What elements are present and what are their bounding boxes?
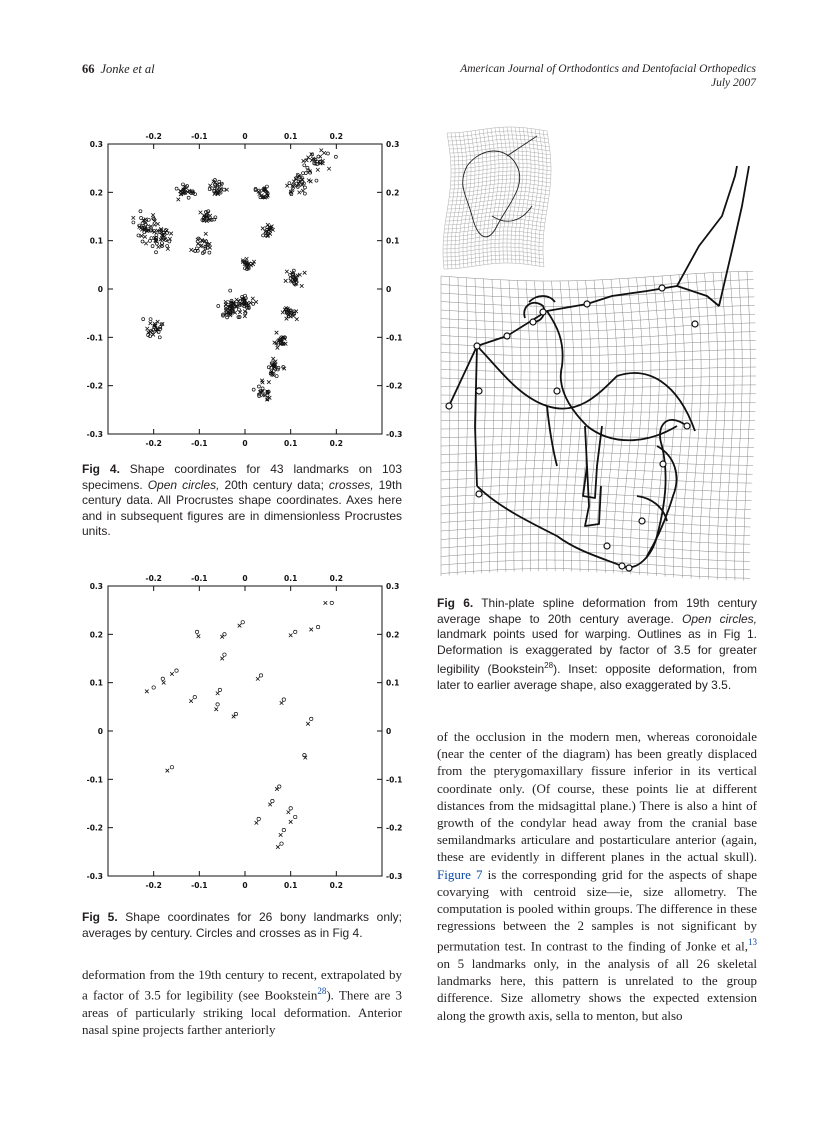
fig4-y-tick-label-left: 0.3 — [89, 140, 103, 149]
fig6-thin-plate-spline-figure — [437, 126, 757, 582]
fig5-caption-text: Shape coordinates for 26 bony landmarks only; averages by century. Circles and crosses as in Fig 4. — [82, 910, 402, 940]
fig5-point-circle — [170, 766, 173, 769]
fig6-label: Fig 6. — [437, 596, 474, 610]
fig4-point-circle — [132, 221, 135, 224]
fig4-y-tick-label-left: 0.1 — [89, 236, 103, 246]
fig4-point-circle — [252, 388, 255, 391]
fig4-y-tick-label-right: 0.3 — [386, 140, 400, 149]
fig6-landmark-17 — [619, 563, 625, 569]
fig5-point-circle — [161, 677, 164, 680]
fig4-point-circle — [289, 273, 292, 276]
fig4-point-cross — [149, 321, 153, 325]
fig4-point-circle — [303, 192, 306, 195]
fig5-point-circle — [216, 703, 219, 706]
body-right-text-3: on 5 landmarks only, in the analysis of all 26 skeletal landmarks here, this pattern is unrelated to the group difference. Size allometry shows the expected extension along the growth axis, sella to menton, but also — [437, 955, 757, 1023]
fig4-point-cross — [140, 234, 144, 238]
fig4-x-tick-label-top: 0.1 — [284, 132, 298, 141]
fig4-point-cross — [281, 311, 285, 315]
fig4-point-cross — [151, 213, 155, 217]
fig4-point-cross — [276, 346, 280, 350]
fig4-y-tick-label-right: -0.1 — [386, 333, 403, 343]
fig4-point-cross — [243, 314, 247, 318]
fig4-point-circle — [151, 245, 154, 248]
fig5-point-circle — [271, 799, 274, 802]
fig5-point-circle — [316, 625, 319, 628]
fig4-point-circle — [334, 155, 337, 158]
fig6-landmark-9 — [692, 321, 698, 327]
fig4-point-circle — [149, 318, 152, 321]
fig6-landmark-8 — [659, 285, 665, 291]
running-header-left — [82, 62, 155, 77]
fig4-x-tick-label-top: 0 — [242, 132, 248, 141]
fig5-label: Fig 5. — [82, 910, 118, 924]
fig4-x-tick-label-bottom: -0.2 — [145, 439, 162, 448]
fig4-point-cross — [275, 331, 279, 335]
fig5-x-tick-label-bottom: 0 — [242, 881, 248, 890]
fig4-point-cross — [301, 189, 305, 193]
body-right-text-2: is the corresponding grid for the aspects of shape covarying with centroid size—ie, size allometry. The computation is pooled within groups. The difference in these regressions between the 2 samples is not significant by permutation test. In contrast to the finding of Jonke et al, — [437, 866, 757, 954]
fig6-landmark-15 — [660, 461, 666, 467]
fig5-point-circle — [175, 669, 178, 672]
fig5-point-cross — [220, 635, 224, 639]
fig5-point-cross — [214, 707, 218, 711]
fig4-point-cross — [294, 310, 298, 314]
issue-date: July 2007 — [710, 77, 756, 89]
fig6-caption — [437, 596, 757, 694]
fig4-point-circle — [292, 269, 295, 272]
fig6-landmark-2 — [474, 343, 480, 349]
fig5-point-circle — [193, 695, 196, 698]
fig4-point-cross — [199, 211, 203, 215]
fig4-y-tick-label-left: -0.3 — [86, 430, 103, 439]
fig5-point-circle — [294, 630, 297, 633]
fig5-point-cross — [145, 690, 149, 694]
fig4-point-circle — [150, 237, 153, 240]
fig5-point-circle — [195, 630, 198, 633]
fig4-point-cross — [295, 317, 299, 321]
fig4-point-cross — [153, 223, 157, 227]
fig5-scatter-plot — [82, 566, 412, 894]
page-number: 66 — [82, 62, 95, 76]
fig4-caption-text-1: Shape coordinates for 43 landmarks on 103 specimens. — [82, 462, 402, 492]
fig4-caption-text-3: 19th century data. All Procrustes shape coordinates. Axes here and in subsequent figures are in dimensionless Procrustes units. — [82, 477, 402, 539]
fig5-y-tick-label-right: 0.3 — [386, 582, 400, 591]
fig5-y-tick-label-left: -0.3 — [86, 872, 103, 881]
fig6-landmark-6 — [540, 309, 546, 315]
fig5-x-tick-label-top: -0.1 — [191, 574, 208, 583]
fig4-point-circle — [142, 318, 145, 321]
fig5-point-cross — [275, 787, 279, 791]
fig4-point-cross — [316, 168, 320, 172]
fig5-y-tick-label-right: 0.2 — [386, 630, 400, 640]
fig4-caption — [82, 462, 402, 540]
fig4-point-cross — [251, 297, 255, 301]
fig4-point-cross — [303, 271, 307, 275]
fig5-point-circle — [280, 842, 283, 845]
fig4-point-cross — [153, 220, 157, 224]
fig4-point-cross — [196, 242, 200, 246]
fig6-landmark-11 — [476, 491, 482, 497]
fig6-ref-28[interactable]: 28 — [544, 661, 554, 671]
fig5-caption — [82, 910, 402, 941]
fig4-point-cross — [189, 248, 193, 252]
fig4-point-circle — [137, 234, 140, 237]
fig5-point-circle — [289, 807, 292, 810]
fig6-landmark-3 — [476, 388, 482, 394]
fig4-x-tick-label-top: -0.2 — [145, 132, 162, 141]
fig5-plot-frame — [108, 586, 382, 876]
fig6-caption-text-2: landmark points used for warping. Outlines as in Fig 1. Deformation is exaggerated by factor of 3.5 for greater legibility (Bookstein — [437, 627, 757, 677]
body-paragraph-left — [82, 966, 402, 1038]
fig4-point-cross — [245, 257, 249, 261]
fig6-landmark-14 — [639, 518, 645, 524]
fig5-point-circle — [152, 686, 155, 689]
body-right-text-1: of the occlusion in the modern men, whereas coronoidale (near the center of the diagram) has been greatly displaced from the pterygomaxillary fissure inferior in its vertical coordinate only. (Of course, these points lie at different distances from the midsagittal plane.) There is also a hint of growth of the condylar head away from the cranial base semilandmarks articulare and postarticulare anterior (again, these are evidently in different planes in the actual skull). — [437, 729, 757, 865]
fig5-x-tick-label-bottom: -0.2 — [145, 881, 162, 890]
fig4-x-tick-label-bottom: 0.1 — [284, 439, 298, 448]
fig4-point-cross — [254, 300, 258, 304]
fig4-point-circle — [326, 152, 329, 155]
fig6-landmark-7 — [584, 301, 590, 307]
fig4-point-cross — [285, 184, 289, 188]
fig4-x-tick-label-top: 0.2 — [329, 132, 343, 141]
fig5-point-circle — [282, 828, 285, 831]
fig4-point-circle — [147, 218, 150, 221]
fig6-landmark-16 — [684, 423, 690, 429]
fig5-point-circle — [330, 601, 333, 604]
fig4-point-cross — [224, 303, 228, 307]
fig5-point-cross — [220, 657, 224, 661]
fig4-point-circle — [187, 196, 190, 199]
fig4-x-tick-label-bottom: -0.1 — [191, 439, 208, 448]
fig5-point-cross — [189, 699, 193, 703]
fig4-x-tick-label-top: -0.1 — [191, 132, 208, 141]
fig4-point-circle — [139, 210, 142, 213]
body-text-right-column — [437, 728, 757, 1024]
fig4-point-circle — [141, 240, 144, 243]
fig5-y-tick-label-left: -0.2 — [86, 823, 103, 833]
fig5-y-tick-label-right: -0.2 — [386, 823, 403, 833]
fig4-point-cross — [169, 232, 173, 236]
fig5-y-tick-label-right: 0 — [386, 727, 392, 736]
fig5-point-cross — [255, 821, 259, 825]
fig4-point-cross — [131, 216, 135, 220]
fig5-point-circle — [241, 621, 244, 624]
author-running-head: Jonke et al — [100, 62, 155, 76]
body-text-left-column — [82, 966, 402, 1038]
fig4-point-cross — [156, 320, 160, 324]
fig6-caption-text-1: Thin-plate spline deformation from 19th century average shape to 20th century average. — [437, 596, 758, 626]
fig5-point-circle — [282, 698, 285, 701]
fig5-x-tick-label-top: 0 — [242, 574, 248, 583]
fig4-scatter-plot — [82, 124, 412, 452]
fig5-point-cross — [276, 845, 280, 849]
fig4-point-circle — [175, 187, 178, 190]
fig4-point-circle — [140, 216, 143, 219]
fig4-caption-em-1: Open circles, — [147, 477, 220, 492]
fig5-point-cross — [279, 833, 283, 837]
fig4-point-cross — [285, 270, 289, 274]
fig4-point-cross — [327, 167, 331, 171]
fig4-point-cross — [208, 214, 212, 218]
fig4-point-circle — [252, 302, 255, 305]
fig6-caption-text-3: ). Inset: opposite deformation, from later to earlier average shape, also exaggerated by 3.5. — [437, 662, 757, 692]
fig5-point-cross — [170, 672, 174, 676]
body-left-text-a: deformation from the 19th century to recent, extrapolated by a factor of 3.5 for legibility (see Bookstein — [82, 967, 402, 1003]
fig4-point-cross — [300, 284, 304, 288]
fig5-y-tick-label-left: 0.3 — [89, 582, 103, 591]
fig4-x-tick-label-bottom: 0.2 — [329, 439, 343, 448]
body-paragraph-right — [437, 728, 757, 1024]
fig5-point-cross — [309, 628, 313, 632]
fig4-point-circle — [303, 164, 306, 167]
fig4-point-cross — [143, 235, 147, 239]
fig4-y-tick-label-right: 0.2 — [386, 188, 400, 198]
fig4-point-circle — [257, 385, 260, 388]
fig4-point-cross — [208, 246, 212, 250]
fig4-point-cross — [302, 159, 306, 163]
fig4-point-cross — [267, 380, 271, 384]
fig6-landmark-13 — [626, 565, 632, 571]
fig5-x-tick-label-bottom: 0.2 — [329, 881, 343, 890]
body-left-text-b: ). There are 3 areas of particularly striking local deformation. Anterior nasal spine projects farther anteriorly — [82, 987, 402, 1037]
fig5-point-cross — [162, 681, 166, 685]
fig5-x-tick-label-top: 0.1 — [284, 574, 298, 583]
fig4-point-circle — [208, 251, 211, 254]
fig4-point-circle — [222, 188, 225, 191]
fig4-x-tick-label-bottom: 0 — [242, 439, 248, 448]
fig4-y-tick-label-left: 0 — [97, 285, 103, 294]
fig5-y-tick-label-right: 0.1 — [386, 678, 400, 688]
fig6-landmark-5 — [530, 319, 536, 325]
fig4-point-circle — [160, 242, 163, 245]
fig5-y-tick-label-left: 0.1 — [89, 678, 103, 688]
fig5-point-circle — [310, 717, 313, 720]
fig5-point-cross — [289, 820, 293, 824]
fig5-y-tick-label-left: 0 — [97, 727, 103, 736]
fig5-y-tick-label-right: -0.3 — [386, 872, 403, 881]
fig4-point-cross — [261, 227, 265, 231]
fig4-point-circle — [275, 375, 278, 378]
fig5-point-circle — [294, 815, 297, 818]
fig4-point-circle — [166, 231, 169, 234]
fig5-point-cross — [289, 634, 293, 638]
fig5-point-cross — [232, 715, 236, 719]
ref-13-link[interactable]: 13 — [748, 937, 757, 948]
fig5-point-cross — [216, 692, 220, 696]
fig4-point-circle — [217, 305, 220, 308]
fig4-point-circle — [229, 289, 232, 292]
fig4-y-tick-label-right: 0.1 — [386, 236, 400, 246]
fig5-point-circle — [218, 688, 221, 691]
fig6-landmark-10 — [554, 388, 560, 394]
fig5-point-cross — [268, 803, 272, 807]
fig4-caption-text-2: 20th century data; — [219, 477, 329, 492]
figure-7-link[interactable]: Figure 7 — [437, 866, 483, 882]
fig4-caption-em-2: crosses, — [328, 477, 374, 492]
fig4-point-cross — [297, 191, 301, 195]
fig4-y-tick-label-right: 0 — [386, 285, 392, 294]
fig5-point-cross — [166, 769, 170, 773]
fig4-point-circle — [317, 155, 320, 158]
fig5-x-tick-label-top: 0.2 — [329, 574, 343, 583]
fig5-point-circle — [259, 674, 262, 677]
fig4-y-tick-label-left: -0.1 — [86, 333, 103, 343]
fig4-point-cross — [144, 242, 148, 246]
fig4-point-circle — [158, 336, 161, 339]
fig6-landmark-4 — [504, 333, 510, 339]
fig5-point-cross — [306, 722, 310, 726]
fig6-caption-em: Open circles, — [682, 611, 757, 626]
journal-title: American Journal of Orthodontics and Dentofacial Orthopedics — [460, 63, 756, 75]
running-header-right — [396, 62, 756, 90]
fig5-y-tick-label-left: -0.1 — [86, 775, 103, 785]
fig4-y-tick-label-left: -0.2 — [86, 381, 103, 391]
fig5-point-cross — [287, 810, 291, 814]
fig6-landmark-12 — [604, 543, 610, 549]
fig4-point-cross — [157, 245, 161, 249]
fig4-point-circle — [168, 240, 171, 243]
fig5-point-cross — [256, 677, 260, 681]
fig4-point-cross — [271, 357, 275, 361]
fig4-point-cross — [310, 158, 314, 162]
fig4-point-cross — [322, 151, 326, 155]
fig5-point-circle — [223, 653, 226, 656]
fig6-landmark-1 — [446, 403, 452, 409]
fig4-point-circle — [141, 222, 144, 225]
fig4-point-cross — [177, 198, 181, 202]
fig5-x-tick-label-top: -0.2 — [145, 574, 162, 583]
fig4-point-cross — [204, 232, 208, 236]
fig4-y-tick-label-right: -0.3 — [386, 430, 403, 439]
ref-28-link[interactable]: 28 — [317, 986, 327, 997]
fig5-point-circle — [257, 817, 260, 820]
fig4-point-circle — [315, 179, 318, 182]
fig5-point-cross — [197, 634, 201, 638]
fig5-y-tick-label-left: 0.2 — [89, 630, 103, 640]
fig4-plot-frame — [108, 144, 382, 434]
fig4-point-cross — [284, 279, 288, 283]
fig4-y-tick-label-left: 0.2 — [89, 188, 103, 198]
fig4-label: Fig 4. — [82, 462, 120, 476]
fig5-x-tick-label-bottom: -0.1 — [191, 881, 208, 890]
fig5-point-cross — [280, 701, 284, 705]
fig5-x-tick-label-bottom: 0.1 — [284, 881, 298, 890]
fig5-y-tick-label-right: -0.1 — [386, 775, 403, 785]
fig4-point-circle — [262, 234, 265, 237]
fig4-point-circle — [155, 251, 158, 254]
fig5-point-cross — [324, 601, 328, 605]
fig4-point-cross — [149, 225, 153, 229]
fig4-y-tick-label-right: -0.2 — [386, 381, 403, 391]
fig5-point-cross — [238, 624, 242, 628]
